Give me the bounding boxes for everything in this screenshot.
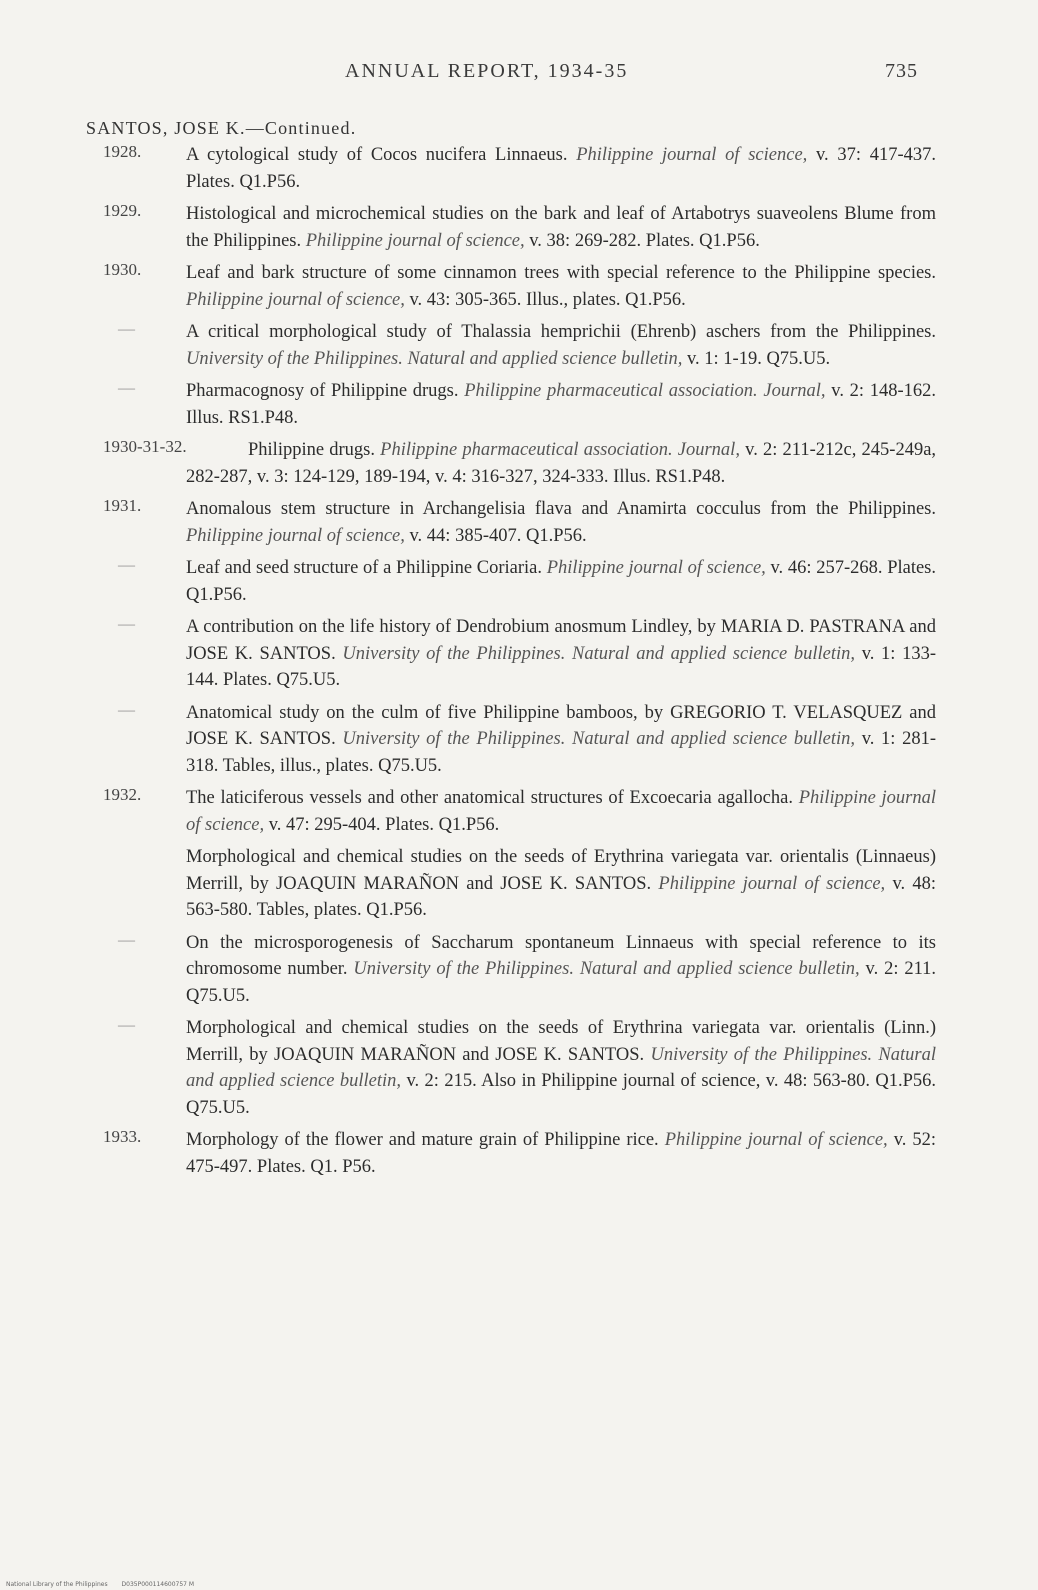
- entry-details: v. 37: 417-437. Plates. Q1.P56.: [186, 145, 936, 192]
- entry-text: [186, 844, 936, 924]
- entry-text: [186, 555, 936, 608]
- entry-journal: Philippine journal of science,: [186, 289, 405, 310]
- entry-text: [186, 437, 936, 490]
- bibliography-entry: [0, 201, 1038, 254]
- bibliography-entry: [0, 930, 1038, 1010]
- entry-journal: Philippine journal of science,: [186, 525, 405, 546]
- entry-text: [186, 260, 936, 313]
- entry-journal: University of the Philippines. Natural and applied science bulletin,: [353, 959, 860, 979]
- entry-title: The laticiferous vessels and other anatomical structures of Excoecaria agallocha.: [186, 788, 793, 808]
- entry-title: On the microsporogenesis of Saccharum spontaneum Linnaeus with special reference to its chromosome number.: [186, 932, 936, 979]
- scan-code: D035P000114600757 M: [121, 1581, 195, 1588]
- entry-details: v. 2: 148-162. Illus. RS1.P48.: [186, 381, 937, 428]
- entry-title: Philippine drugs.: [248, 440, 375, 460]
- bibliography-list: [0, 142, 1038, 1180]
- entry-details: v. 1: 133-144. Plates. Q75.U5.: [186, 643, 937, 690]
- entry-journal: University of the Philippines. Natural and applied science bulletin,: [186, 348, 683, 369]
- entry-journal: Philippine pharmaceutical association. Journal,: [380, 440, 740, 460]
- entry-text: [186, 700, 936, 780]
- bibliography-entry: [0, 319, 1038, 372]
- bibliography-entry: [0, 437, 1038, 490]
- entry-title: A contribution on the life history of Dendrobium anosmum Lindley, by MARIA D. PASTRANA and JOSE K. SANTOS.: [186, 617, 936, 664]
- entry-year: 1931.: [103, 496, 142, 515]
- entry-year: —: [118, 1015, 135, 1034]
- bibliography-entry: [0, 142, 1038, 195]
- entry-year: —: [118, 555, 135, 574]
- entry-journal: University of the Philippines. Natural and applied science bulletin,: [342, 729, 856, 749]
- entry-title: Anatomical study on the culm of five Philippine bamboos, by GREGORIO T. VELASQUEZ and JOSE K. SANTOS.: [186, 702, 936, 749]
- bibliography-entry: [0, 1015, 1038, 1121]
- entry-title: Leaf and seed structure of a Philippine Coriaria.: [186, 558, 542, 578]
- entry-text: [186, 785, 936, 838]
- library-credit: National Library of the Philippines: [6, 1581, 108, 1588]
- entry-year: 1929.: [103, 201, 142, 220]
- bibliography-entry: [0, 555, 1038, 608]
- entry-journal: Philippine pharmaceutical association. Journal,: [464, 381, 826, 401]
- entry-text: [186, 930, 936, 1010]
- bibliography-entry: [0, 700, 1038, 780]
- page-number: 735: [885, 60, 918, 82]
- entry-title: Histological and microchemical studies on the bark and leaf of Artabotrys suaveolens Blume from the Philippines.: [186, 204, 936, 251]
- bibliography-entry: [0, 614, 1038, 694]
- entry-title: Leaf and bark structure of some cinnamon trees with special reference to the Philippine species.: [186, 263, 936, 283]
- entry-details: v. 38: 269-282. Plates. Q1.P56.: [529, 230, 760, 251]
- entry-title: A critical morphological study of Thalassia hemprichii (Ehrenb) aschers from the Philippines.: [186, 322, 936, 342]
- entry-details: v. 1: 281-318. Tables, illus., plates. Q75.U5.: [186, 729, 937, 776]
- entry-journal: Philippine journal of science,: [658, 873, 886, 894]
- report-title: ANNUAL REPORT, 1934-35: [345, 60, 629, 82]
- running-header: [0, 60, 1038, 90]
- entry-title: Morphology of the flower and mature grain of Philippine rice.: [186, 1130, 659, 1150]
- entry-details: v. 44: 385-407. Q1.P56.: [409, 525, 587, 546]
- bibliography-entry: [0, 844, 1038, 924]
- entry-text: [186, 319, 936, 372]
- entry-details: v. 47: 295-404. Plates. Q1.P56.: [268, 814, 500, 835]
- entry-year: 1930-31-32.: [103, 437, 187, 456]
- entry-journal: University of the Philippines. Natural and applied science bulletin,: [342, 643, 856, 664]
- entry-text: [186, 496, 936, 549]
- entry-text: [186, 614, 936, 694]
- bibliography-entry: [0, 378, 1038, 431]
- entry-year: —: [118, 378, 135, 397]
- entry-details: v. 2: 215. Also in Philippine journal of science, v. 48: 563-80. Q1.P56. Q75.U5.: [186, 1071, 937, 1118]
- entry-journal: Philippine journal of science,: [576, 145, 808, 165]
- entry-journal: Philippine journal of science,: [546, 558, 766, 578]
- entry-year: 1930.: [103, 260, 142, 279]
- entry-journal: Philippine journal of science,: [186, 788, 936, 835]
- entry-details: v. 1: 1-19. Q75.U5.: [686, 348, 831, 369]
- bibliography-entry: [0, 260, 1038, 313]
- entry-text: [186, 1015, 936, 1121]
- entry-details: v. 43: 305-365. Illus., plates. Q1.P56.: [409, 289, 686, 310]
- entry-details: v. 46: 257-268. Plates. Q1.P56.: [186, 558, 937, 605]
- bibliography-entry: [0, 496, 1038, 549]
- entry-title: Morphological and chemical studies on the seeds of Erythrina variegata var. orientalis (Linn.) Merrill, by JOAQUIN MARAÑON and JOSE K. SANTOS.: [186, 1018, 936, 1065]
- entry-year: 1928.: [103, 142, 142, 161]
- entry-text: [186, 1127, 936, 1180]
- entry-text: [186, 378, 936, 431]
- entry-details: v. 2: 211-212c, 245-249a, 282-287, v. 3: 124-129, 189-194, v. 4: 316-327, 324-333. Illus. RS1.P48.: [186, 440, 937, 487]
- entry-year: 1933.: [103, 1127, 142, 1146]
- entry-title: Anomalous stem structure in Archangelisia flava and Anamirta cocculus from the Philippines.: [186, 499, 936, 519]
- author-heading: SANTOS, JOSE K.—Continued.: [86, 118, 357, 138]
- entry-title: A cytological study of Cocos nucifera Linnaeus.: [186, 145, 568, 165]
- entry-title: Pharmacognosy of Philippine drugs.: [186, 381, 459, 401]
- entry-journal: Philippine journal of science,: [305, 230, 525, 251]
- scan-footer: [6, 1581, 206, 1588]
- entry-text: [186, 142, 936, 195]
- entry-year: —: [118, 614, 135, 633]
- bibliography-entry: [0, 1127, 1038, 1180]
- entry-journal: University of the Philippines. Natural and applied science bulletin,: [186, 1044, 937, 1091]
- entry-details: v. 52: 475-497. Plates. Q1. P56.: [186, 1130, 936, 1177]
- bibliography-entry: [0, 785, 1038, 838]
- entry-year: —: [118, 319, 135, 338]
- entry-year: —: [118, 929, 135, 949]
- entry-journal: Philippine journal of science,: [664, 1130, 888, 1150]
- entry-details: v. 2: 211. Q75.U5.: [186, 959, 937, 1006]
- entry-title: Morphological and chemical studies on the seeds of Erythrina variegata var. orientalis (Linnaeus) Merrill, by JOAQUIN MARAÑON and JOSE K. SANTOS.: [186, 847, 936, 894]
- entry-year: —: [118, 699, 135, 719]
- entry-year: 1932.: [103, 785, 142, 804]
- entry-details: v. 48: 563-580. Tables, plates. Q1.P56.: [186, 873, 937, 920]
- entry-text: [186, 201, 936, 254]
